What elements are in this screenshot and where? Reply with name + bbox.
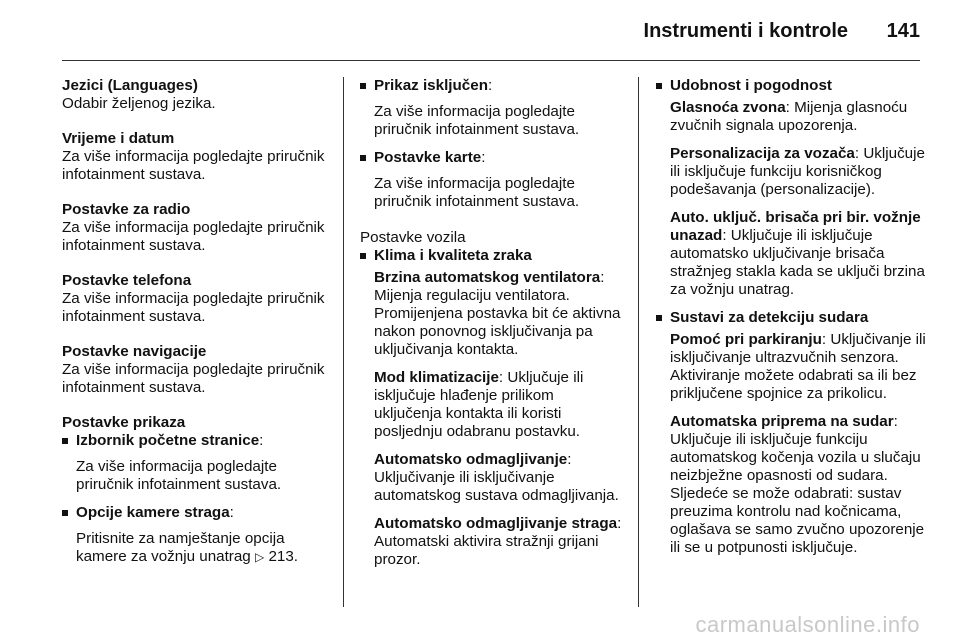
bullet-item [62, 432, 332, 494]
section-heading: Postavke prikaza [62, 414, 186, 431]
sub-text: : Automatski aktivira stražnji grijani prozor. [374, 515, 622, 568]
bullet-text: Pritisnite za namještanje opcija kamere za vožnju unatrag [76, 530, 285, 565]
sub-item [360, 369, 622, 441]
section-heading: Vrijeme i datum [62, 130, 175, 147]
sub-text: : Mijenja regulaciju ventilatora. Promijenjena postavka bit će aktivna nakon ponovnog isključivanja pa uključivanja kontakta. [374, 269, 621, 358]
bullet-item [360, 149, 622, 211]
bullet-suffix: : [229, 504, 234, 521]
section-text: Odabir željenog jezika. [62, 95, 216, 112]
sub-title: Glasnoća zvona [670, 99, 786, 116]
sub-item [360, 515, 622, 569]
bullet-item [360, 247, 622, 265]
sub-text: : Uključuje ili isključuje hlađenje prilikom uključenja kontakta ili koristi posljednju odabranu postavku. [374, 369, 584, 440]
sub-item [656, 145, 928, 199]
sub-text: : Mijenja glasnoću zvučnih signala upozorenja. [670, 99, 908, 134]
section-heading: Jezici (Languages) [62, 77, 198, 94]
sub-title: Automatska priprema na sudar [670, 413, 894, 430]
sub-item [656, 413, 928, 557]
sub-text: : Uključuje ili isključuje funkciju automatskog kočenja vozila u slučaju neizbježne opasnosti od sudara. Sljedeće se može odabrati: sustav preuzima kontrolu nad kočnicama, oglašava se samo zvučno upozorenje ili se u potpunosti isključuje. [670, 413, 925, 556]
column-divider-2 [638, 77, 639, 607]
sub-title: Personalizacija za vozača [670, 145, 855, 162]
arrow-ref-icon: ▷ [255, 550, 265, 564]
section-text: Za više informacija pogledajte priručnik infotainment sustava. [62, 290, 325, 325]
bullet-suffix: : [481, 149, 486, 166]
bullet-title: Izbornik početne stranice [76, 432, 260, 449]
bullet-suffix: : [487, 77, 493, 94]
column-divider-1 [343, 77, 344, 607]
page-title: Instrumenti i kontrole [643, 20, 848, 42]
bullet-title: Udobnost i pogodnost [670, 77, 832, 94]
sub-item [360, 269, 622, 359]
bullet-text-wrap [76, 530, 332, 566]
section-vehicle [360, 229, 622, 569]
section-heading: Postavke za radio [62, 201, 191, 218]
sub-item [360, 451, 622, 505]
column-1 [62, 77, 332, 576]
sub-title: Brzina automatskog ventilatora [374, 269, 601, 286]
section-display [62, 414, 332, 566]
sub-title: Mod klimatizacije [374, 369, 499, 386]
sub-title: Pomoć pri parkiranju [670, 331, 822, 348]
page-ref: 213. [268, 548, 299, 565]
bullet-text: Za više informacija pogledajte priručnik infotainment sustava. [374, 175, 580, 210]
bullet-title: Prikaz isključen [374, 77, 488, 94]
bullet-text: Za više informacija pogledajte priručnik infotainment sustava. [374, 103, 580, 138]
sub-text: : Uključivanje ili isključivanje automatskog sustava odmagljivanja. [374, 451, 619, 504]
sub-text: : Uključuje ili isključuje funkciju korisničkog podešavanja (personalizacije). [670, 145, 925, 198]
bullet-item [62, 504, 332, 566]
section-phone [62, 272, 332, 326]
sub-item [656, 331, 928, 403]
section-text: Za više informacija pogledajte priručnik infotainment sustava. [62, 361, 325, 396]
section-navigation [62, 343, 332, 397]
section-heading: Postavke navigacije [62, 343, 207, 360]
section-languages [62, 77, 332, 113]
sub-text: : Uključuje ili isključuje automatsko uključivanje brisača stražnjeg stakla kada se uključi brzina za vožnju unatrag. [670, 227, 925, 298]
sub-title: Automatsko odmagljivanje straga [374, 515, 618, 532]
bullet-title: Klima i kvaliteta zraka [374, 247, 532, 264]
section-text: Za više informacija pogledajte priručnik infotainment sustava. [62, 148, 325, 183]
section-radio [62, 201, 332, 255]
header-rule [62, 60, 920, 61]
column-3 [656, 77, 928, 567]
bullet-title: Postavke karte [374, 149, 482, 166]
watermark: carmanualsonline.info [695, 612, 920, 637]
sub-title: Automatsko odmagljivanje [374, 451, 568, 468]
section-heading: Postavke vozila [360, 229, 466, 246]
bullet-suffix: : [259, 432, 264, 449]
section-heading: Postavke telefona [62, 272, 192, 289]
bullet-item [656, 309, 928, 327]
bullet-item [360, 77, 622, 139]
sub-title: Auto. uključ. brisača pri bir. vožnje unazad [670, 209, 921, 244]
bullet-item [656, 77, 928, 95]
section-time-date [62, 130, 332, 184]
bullet-title: Sustavi za detekciju sudara [670, 309, 869, 326]
sub-item [656, 99, 928, 135]
bullet-title: Opcije kamere straga [76, 504, 230, 521]
sub-text: : Uključivanje ili isključivanje ultrazvučnih senzora. Aktiviranje možete odabrati sa ili bez priključene spojnice za prikolicu. [670, 331, 926, 402]
bullet-text: Za više informacija pogledajte priručnik infotainment sustava. [76, 458, 282, 493]
column-2 [360, 77, 622, 579]
page-header [0, 0, 960, 64]
section-text: Za više informacija pogledajte priručnik infotainment sustava. [62, 219, 325, 254]
page-number: 141 [886, 20, 920, 42]
sub-item [656, 209, 928, 299]
